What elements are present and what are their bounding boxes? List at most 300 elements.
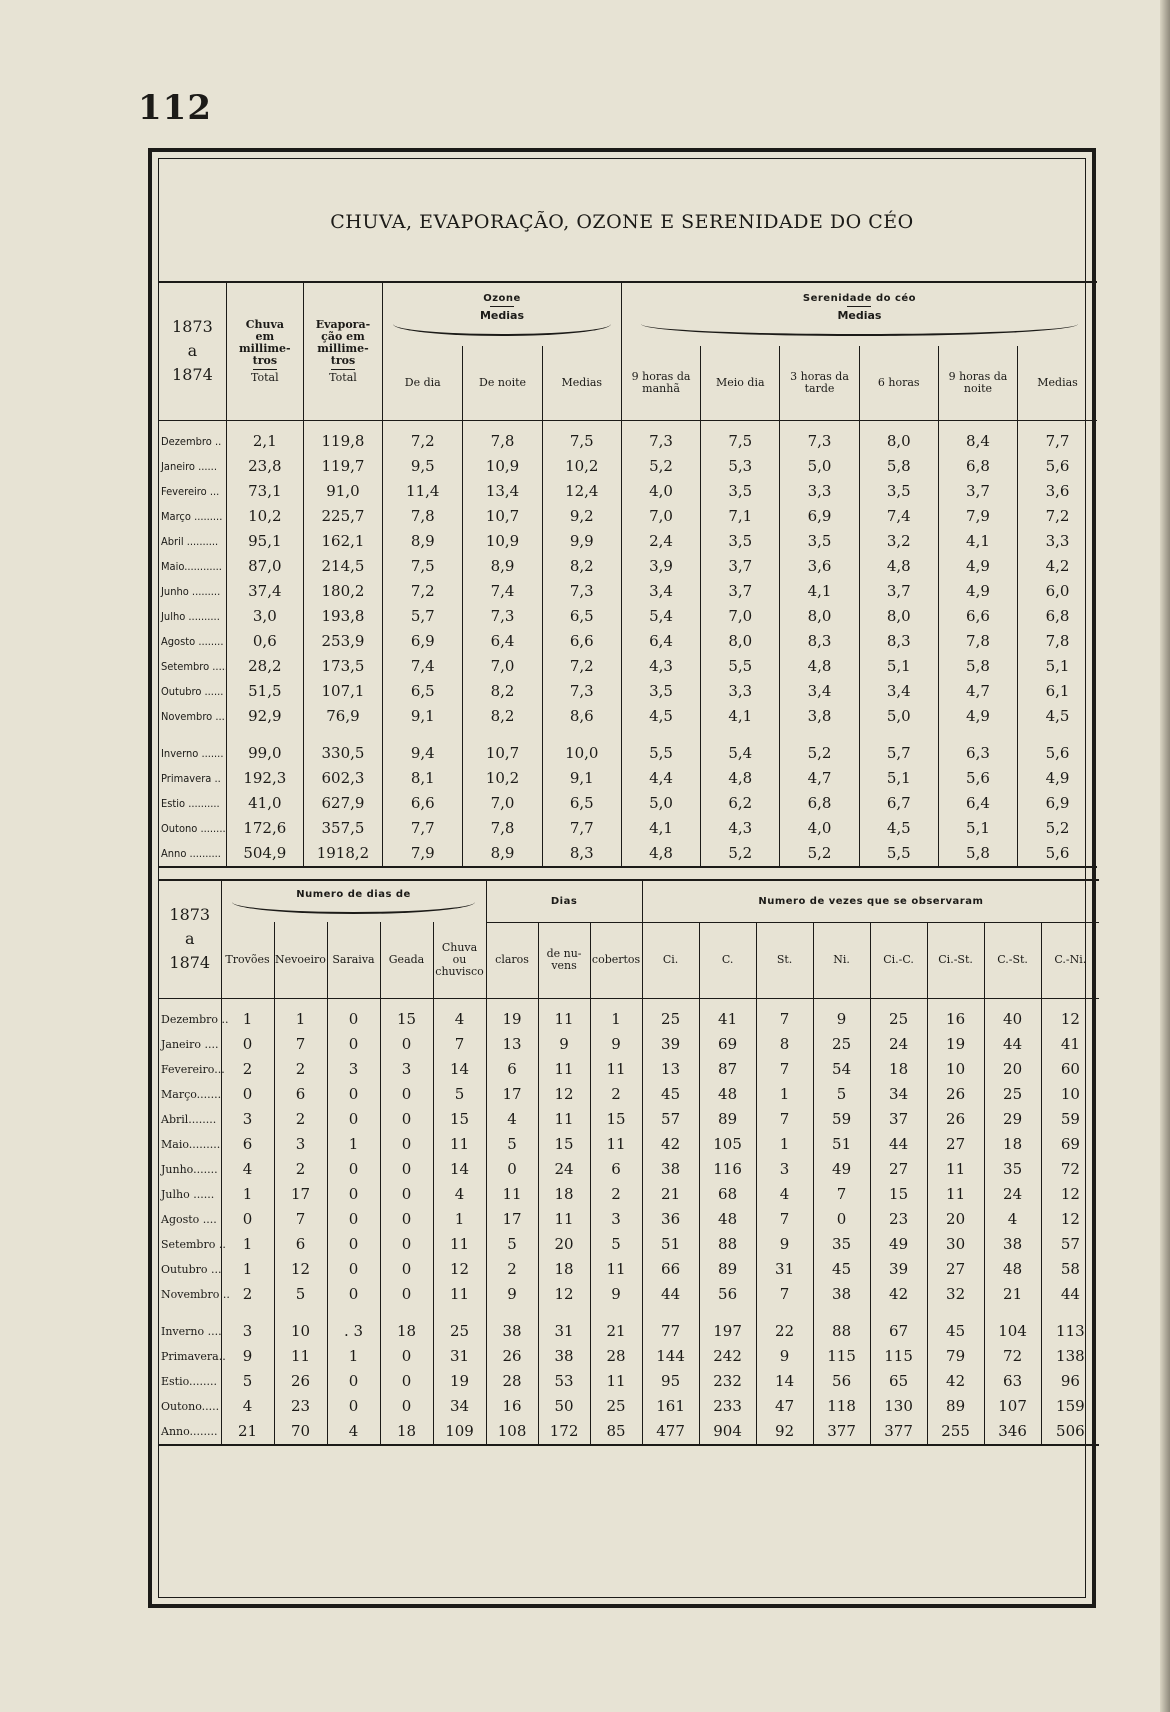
col-st: St. bbox=[756, 922, 813, 998]
table-cell: 4,5 bbox=[859, 816, 938, 841]
table-cell: 4 bbox=[221, 1157, 274, 1182]
table-row bbox=[159, 998, 1099, 1032]
table-cell: 18 bbox=[380, 1419, 433, 1445]
vezes-header: Numero de vezes que se observaram bbox=[642, 880, 1099, 922]
table-cell: 2 bbox=[486, 1257, 538, 1282]
table-cell: 27 bbox=[870, 1157, 927, 1182]
table-cell: 49 bbox=[870, 1232, 927, 1257]
table-cell: 9 bbox=[538, 1032, 590, 1057]
table-cell: 3,8 bbox=[780, 704, 859, 729]
table-cell: 88 bbox=[813, 1307, 870, 1344]
table-row bbox=[159, 1207, 1099, 1232]
table-cell: 25 bbox=[590, 1394, 642, 1419]
col-ni: Ni. bbox=[813, 922, 870, 998]
table-cell: 0 bbox=[380, 1257, 433, 1282]
row-label: Anno .......... bbox=[159, 841, 226, 867]
table-cell: 0 bbox=[327, 1369, 380, 1394]
table-cell: 377 bbox=[813, 1419, 870, 1445]
table-cell: 35 bbox=[984, 1157, 1041, 1182]
table-row bbox=[159, 420, 1097, 454]
page-title: CHUVA, EVAPORAÇÃO, OZONE E SERENIDADE DO CÉO bbox=[330, 211, 914, 233]
table-cell: 0 bbox=[327, 1394, 380, 1419]
table-cell: 25 bbox=[813, 1032, 870, 1057]
page-number: 112 bbox=[138, 88, 212, 128]
table-cell: 3 bbox=[756, 1157, 813, 1182]
table-cell: 17 bbox=[486, 1207, 538, 1232]
table-cell: 602,3 bbox=[303, 766, 382, 791]
table-cell: 6,6 bbox=[938, 604, 1017, 629]
table-cell: 118 bbox=[813, 1394, 870, 1419]
table-cell: 69 bbox=[699, 1032, 756, 1057]
chuva-header: Chuva em millime-tros Total bbox=[226, 282, 303, 420]
table-cell: 5,1 bbox=[938, 816, 1017, 841]
table-cell: 5,0 bbox=[780, 454, 859, 479]
table-cell: 23 bbox=[870, 1207, 927, 1232]
table-cell: 0 bbox=[380, 1232, 433, 1257]
table-cell: 3,5 bbox=[621, 679, 700, 704]
seren-col-9-noite: 9 horas da noite bbox=[938, 346, 1017, 420]
table-cell: 11 bbox=[486, 1182, 538, 1207]
table-cell: 36 bbox=[642, 1207, 699, 1232]
table-cell: 5,2 bbox=[1018, 816, 1097, 841]
numero-dias-header: Numero de dias de bbox=[221, 880, 486, 922]
table-cell: 8,2 bbox=[463, 679, 542, 704]
table-cell: 4,3 bbox=[701, 816, 780, 841]
table-cell: 4 bbox=[984, 1207, 1041, 1232]
table-cell: 5,1 bbox=[859, 654, 938, 679]
table-cell: 45 bbox=[813, 1257, 870, 1282]
table-row bbox=[159, 654, 1097, 679]
table-cell: 63 bbox=[984, 1369, 1041, 1394]
table-cell: 7,2 bbox=[383, 579, 463, 604]
days-clouds-table bbox=[159, 879, 1099, 1446]
table-cell: 0 bbox=[327, 1157, 380, 1182]
row-label: Outubro ...... bbox=[161, 684, 224, 698]
table-cell: 59 bbox=[1041, 1107, 1099, 1132]
table-cell: 19 bbox=[433, 1369, 486, 1394]
table-cell: 4,5 bbox=[1018, 704, 1097, 729]
table-cell: 0 bbox=[380, 1207, 433, 1232]
table-cell: 2 bbox=[590, 1082, 642, 1107]
table-cell: 1 bbox=[327, 1344, 380, 1369]
table-cell: 5,7 bbox=[859, 729, 938, 766]
table-cell: 24 bbox=[538, 1157, 590, 1182]
table-cell: 105 bbox=[699, 1132, 756, 1157]
table-cell: 89 bbox=[699, 1257, 756, 1282]
table-cell: 108 bbox=[486, 1419, 538, 1445]
table-cell: 7,5 bbox=[542, 420, 621, 454]
table-cell: 5 bbox=[813, 1082, 870, 1107]
table-cell: 25 bbox=[433, 1307, 486, 1344]
table-cell: 50 bbox=[538, 1394, 590, 1419]
table-cell: 0 bbox=[221, 1207, 274, 1232]
table-cell: 11,4 bbox=[383, 479, 463, 504]
table-row bbox=[159, 1394, 1099, 1419]
table-cell: 95 bbox=[642, 1369, 699, 1394]
table-cell: 3,3 bbox=[701, 679, 780, 704]
table-cell: 1 bbox=[221, 1232, 274, 1257]
table-cell: 57 bbox=[642, 1107, 699, 1132]
table-cell: 9 bbox=[590, 1282, 642, 1307]
col-trovoes: Trovões bbox=[221, 922, 274, 998]
table-cell: 7,5 bbox=[701, 420, 780, 454]
table-cell: 31 bbox=[538, 1307, 590, 1344]
table-cell: 17 bbox=[274, 1182, 327, 1207]
row-label: Fevereiro ... bbox=[161, 484, 220, 498]
table-cell: 27 bbox=[927, 1132, 984, 1157]
table-cell: 3,4 bbox=[859, 679, 938, 704]
table-cell: 56 bbox=[699, 1282, 756, 1307]
table-cell: 3,6 bbox=[1018, 479, 1097, 504]
table-cell: 5,6 bbox=[1018, 841, 1097, 867]
table-cell: 21 bbox=[984, 1282, 1041, 1307]
table-cell: 11 bbox=[433, 1282, 486, 1307]
table-cell: 4,9 bbox=[938, 704, 1017, 729]
page-edge bbox=[1160, 0, 1170, 1712]
table-cell: 9,2 bbox=[542, 504, 621, 529]
table-cell: 7,4 bbox=[463, 579, 542, 604]
table-cell: 5 bbox=[486, 1132, 538, 1157]
table-cell: 45 bbox=[927, 1307, 984, 1344]
table-cell: 41 bbox=[1041, 1032, 1099, 1057]
table-cell: 115 bbox=[813, 1344, 870, 1369]
table-cell: 253,9 bbox=[303, 629, 382, 654]
table-cell: 9 bbox=[756, 1344, 813, 1369]
table-cell: 255 bbox=[927, 1419, 984, 1445]
table-cell: 104 bbox=[984, 1307, 1041, 1344]
table-cell: 26 bbox=[486, 1344, 538, 1369]
year-header-2: 1873 a 1874 bbox=[159, 880, 221, 998]
row-label: Anno........ bbox=[159, 1419, 221, 1445]
table-cell: 11 bbox=[538, 998, 590, 1032]
table-cell: 3,5 bbox=[780, 529, 859, 554]
table-cell: 5,8 bbox=[859, 454, 938, 479]
table-cell: 5,8 bbox=[938, 654, 1017, 679]
table-cell: 7,1 bbox=[701, 504, 780, 529]
table-cell: 5 bbox=[433, 1082, 486, 1107]
table-cell: 99,0 bbox=[226, 729, 303, 766]
table-cell: 3 bbox=[221, 1307, 274, 1344]
col-chuva-chuvisco: Chuva ou chuvisco bbox=[433, 922, 486, 998]
table-cell: 4,0 bbox=[621, 479, 700, 504]
table-cell: 26 bbox=[927, 1082, 984, 1107]
table-cell: 7,8 bbox=[463, 816, 542, 841]
table-cell: 23,8 bbox=[226, 454, 303, 479]
table-cell: 35 bbox=[813, 1232, 870, 1257]
table-cell: 38 bbox=[642, 1157, 699, 1182]
table-cell: 242 bbox=[699, 1344, 756, 1369]
table-cell: 0 bbox=[380, 1394, 433, 1419]
table-cell: 29 bbox=[984, 1107, 1041, 1132]
table-cell: 6 bbox=[221, 1132, 274, 1157]
table-cell: 28 bbox=[486, 1369, 538, 1394]
seren-col-medias: Medias bbox=[1018, 346, 1097, 420]
table-cell: 1918,2 bbox=[303, 841, 382, 867]
table-cell: 7,2 bbox=[542, 654, 621, 679]
table-cell: 11 bbox=[538, 1057, 590, 1082]
table-cell: 44 bbox=[642, 1282, 699, 1307]
row-label: Dezembro .. bbox=[161, 434, 222, 448]
table-cell: 346 bbox=[984, 1419, 1041, 1445]
table-cell: 7 bbox=[433, 1032, 486, 1057]
col-cobertos: cobertos bbox=[590, 922, 642, 998]
table-cell: 5 bbox=[274, 1282, 327, 1307]
table-cell: 4 bbox=[486, 1107, 538, 1132]
table-cell: 45 bbox=[642, 1082, 699, 1107]
table-cell: 7,9 bbox=[938, 504, 1017, 529]
table-cell: 53 bbox=[538, 1369, 590, 1394]
table-cell: 3 bbox=[274, 1132, 327, 1157]
table-cell: 13 bbox=[642, 1057, 699, 1082]
table-cell: 56 bbox=[813, 1369, 870, 1394]
table-cell: 8,4 bbox=[938, 420, 1017, 454]
table-cell: 72 bbox=[1041, 1157, 1099, 1182]
table-cell: 38 bbox=[538, 1344, 590, 1369]
table-cell: 18 bbox=[538, 1257, 590, 1282]
table-cell: 116 bbox=[699, 1157, 756, 1182]
table-cell: 4,3 bbox=[621, 654, 700, 679]
row-label: Setembro .. bbox=[161, 1237, 226, 1251]
table-cell: 12 bbox=[538, 1282, 590, 1307]
table-cell: 506 bbox=[1041, 1419, 1099, 1445]
table-cell: 10 bbox=[1041, 1082, 1099, 1107]
table-cell: 4 bbox=[756, 1182, 813, 1207]
ozone-col-dia: De dia bbox=[383, 346, 463, 420]
row-label: Setembro ..... bbox=[161, 659, 228, 673]
table-row bbox=[159, 529, 1097, 554]
table-cell: 9 bbox=[221, 1344, 274, 1369]
table-cell: 0 bbox=[327, 1282, 380, 1307]
table-cell: 91,0 bbox=[303, 479, 382, 504]
row-label: Julho .......... bbox=[161, 609, 220, 623]
table-row bbox=[159, 1057, 1099, 1082]
table-cell: 24 bbox=[870, 1032, 927, 1057]
table-cell: 11 bbox=[274, 1344, 327, 1369]
table-cell: 7 bbox=[813, 1182, 870, 1207]
table-cell: 6,5 bbox=[542, 604, 621, 629]
table-cell: 330,5 bbox=[303, 729, 382, 766]
row-label: Junho....... bbox=[161, 1162, 218, 1176]
row-label: Junho ......... bbox=[161, 584, 221, 598]
table-cell: 10,9 bbox=[463, 529, 542, 554]
row-label: Outubro ... bbox=[161, 1262, 222, 1276]
table-cell: 2 bbox=[590, 1182, 642, 1207]
table-cell: 0 bbox=[380, 1157, 433, 1182]
table-cell: 76,9 bbox=[303, 704, 382, 729]
row-label: Agosto .... bbox=[161, 1212, 217, 1226]
table-cell: 19 bbox=[927, 1032, 984, 1057]
table-cell: 38 bbox=[813, 1282, 870, 1307]
table-cell: 70 bbox=[274, 1419, 327, 1445]
table-cell: 7 bbox=[756, 1107, 813, 1132]
table-cell: 7,3 bbox=[780, 420, 859, 454]
table-cell: 0 bbox=[221, 1032, 274, 1057]
table-cell: 5,0 bbox=[859, 704, 938, 729]
table-cell: 9 bbox=[756, 1232, 813, 1257]
table-cell: 12 bbox=[1041, 1207, 1099, 1232]
table-cell: 1 bbox=[274, 998, 327, 1032]
table-cell: 4,7 bbox=[938, 679, 1017, 704]
table-cell: 7,0 bbox=[463, 654, 542, 679]
table-cell: 11 bbox=[590, 1257, 642, 1282]
table-row bbox=[159, 1132, 1099, 1157]
table-cell: 6,6 bbox=[383, 791, 463, 816]
table-cell: 4,8 bbox=[780, 654, 859, 679]
table-cell: 96 bbox=[1041, 1369, 1099, 1394]
table-cell: 357,5 bbox=[303, 816, 382, 841]
table-cell: 5,7 bbox=[383, 604, 463, 629]
table-cell: 77 bbox=[642, 1307, 699, 1344]
table-cell: 34 bbox=[433, 1394, 486, 1419]
table-cell: 0 bbox=[327, 1257, 380, 1282]
table-row bbox=[159, 579, 1097, 604]
row-label: Março....... bbox=[161, 1087, 222, 1101]
table-cell: 4,1 bbox=[938, 529, 1017, 554]
table-cell: 14 bbox=[756, 1369, 813, 1394]
table-cell: 6,5 bbox=[542, 791, 621, 816]
table-cell: 6,9 bbox=[1018, 791, 1097, 816]
table-cell: 3,5 bbox=[701, 529, 780, 554]
table-cell: 26 bbox=[927, 1107, 984, 1132]
table-cell: 7,8 bbox=[938, 629, 1017, 654]
table-cell: 7 bbox=[274, 1032, 327, 1057]
table-cell: 2 bbox=[274, 1057, 327, 1082]
table-cell: 58 bbox=[1041, 1257, 1099, 1282]
seren-col-9-manha: 9 horas da manhã bbox=[621, 346, 700, 420]
col-nevoeiro: Nevoeiro bbox=[274, 922, 327, 998]
table-cell: 377 bbox=[870, 1419, 927, 1445]
table-cell: 9,1 bbox=[383, 704, 463, 729]
table-cell: 15 bbox=[590, 1107, 642, 1132]
dias-header: Dias bbox=[486, 880, 642, 922]
table-cell: 0 bbox=[813, 1207, 870, 1232]
table-cell: 119,7 bbox=[303, 454, 382, 479]
table-cell: 18 bbox=[380, 1307, 433, 1344]
table-cell: 12 bbox=[1041, 1182, 1099, 1207]
table-row bbox=[159, 1032, 1099, 1057]
table-cell: 47 bbox=[756, 1394, 813, 1419]
table-row bbox=[159, 1307, 1099, 1344]
table-cell: 7,8 bbox=[463, 420, 542, 454]
col-nuvens: de nu-vens bbox=[538, 922, 590, 998]
days-clouds-table-body bbox=[159, 998, 1099, 1445]
row-label: Outono ........ bbox=[161, 821, 226, 835]
table-cell: 25 bbox=[642, 998, 699, 1032]
table-cell: 10,2 bbox=[542, 454, 621, 479]
table-cell: 42 bbox=[870, 1282, 927, 1307]
table-cell: 7,0 bbox=[701, 604, 780, 629]
row-label: Março ......... bbox=[161, 509, 223, 523]
table-cell: 66 bbox=[642, 1257, 699, 1282]
row-label: Inverno .... bbox=[161, 1324, 222, 1338]
table-cell: 0 bbox=[327, 1207, 380, 1232]
table-cell: 627,9 bbox=[303, 791, 382, 816]
table-cell: 1 bbox=[221, 1257, 274, 1282]
table-cell: 5,1 bbox=[859, 766, 938, 791]
table-cell: 0 bbox=[327, 998, 380, 1032]
table-cell: 12,4 bbox=[542, 479, 621, 504]
table-cell: 65 bbox=[870, 1369, 927, 1394]
ozone-header: Ozone Medias bbox=[383, 282, 622, 346]
table-cell: 20 bbox=[538, 1232, 590, 1257]
table-cell: 60 bbox=[1041, 1057, 1099, 1082]
table-row bbox=[159, 841, 1097, 867]
table-cell: 4,8 bbox=[859, 554, 938, 579]
table-cell: 10,0 bbox=[542, 729, 621, 766]
table-cell: 3 bbox=[221, 1107, 274, 1132]
table-cell: 4,5 bbox=[621, 704, 700, 729]
table-cell: 3,2 bbox=[859, 529, 938, 554]
table-cell: 4,9 bbox=[938, 579, 1017, 604]
table-cell: 48 bbox=[699, 1082, 756, 1107]
table-cell: 3,7 bbox=[701, 554, 780, 579]
table-cell: 7 bbox=[274, 1207, 327, 1232]
table-cell: 11 bbox=[538, 1207, 590, 1232]
table-cell: 37,4 bbox=[226, 579, 303, 604]
table-cell: 51 bbox=[813, 1132, 870, 1157]
table-cell: 48 bbox=[699, 1207, 756, 1232]
table-row bbox=[159, 1344, 1099, 1369]
table-cell: 7,3 bbox=[542, 579, 621, 604]
table-cell: 89 bbox=[927, 1394, 984, 1419]
table-cell: 5,6 bbox=[938, 766, 1017, 791]
table-cell: 3,4 bbox=[621, 579, 700, 604]
table-cell: 159 bbox=[1041, 1394, 1099, 1419]
table-row bbox=[159, 704, 1097, 729]
table-cell: 49 bbox=[813, 1157, 870, 1182]
table-cell: 4,0 bbox=[780, 816, 859, 841]
table-cell: 87,0 bbox=[226, 554, 303, 579]
table-cell: 11 bbox=[590, 1132, 642, 1157]
table-cell: 31 bbox=[433, 1344, 486, 1369]
row-label: Inverno ....... bbox=[161, 746, 224, 760]
table-cell: 5,3 bbox=[701, 454, 780, 479]
table-cell: 68 bbox=[699, 1182, 756, 1207]
table-cell: 5,2 bbox=[780, 841, 859, 867]
table-cell: 1 bbox=[221, 1182, 274, 1207]
table-cell: 11 bbox=[538, 1107, 590, 1132]
table-row bbox=[159, 679, 1097, 704]
table-cell: 2 bbox=[221, 1282, 274, 1307]
table-cell: 10,2 bbox=[463, 766, 542, 791]
table-cell: 20 bbox=[927, 1207, 984, 1232]
table-cell: 3,3 bbox=[780, 479, 859, 504]
table-cell: 9,1 bbox=[542, 766, 621, 791]
table-cell: 8 bbox=[756, 1032, 813, 1057]
table-cell: 180,2 bbox=[303, 579, 382, 604]
table-cell: 18 bbox=[538, 1182, 590, 1207]
table-cell: 8,3 bbox=[859, 629, 938, 654]
table-cell: 214,5 bbox=[303, 554, 382, 579]
table-cell: 11 bbox=[927, 1157, 984, 1182]
table-cell: 57 bbox=[1041, 1232, 1099, 1257]
table-cell: 2 bbox=[221, 1057, 274, 1082]
col-ci: Ci. bbox=[642, 922, 699, 998]
row-label: Abril .......... bbox=[161, 534, 219, 548]
table-cell: 1 bbox=[756, 1082, 813, 1107]
table-cell: 8,0 bbox=[859, 420, 938, 454]
table-cell: 5,5 bbox=[859, 841, 938, 867]
table-cell: 7,4 bbox=[859, 504, 938, 529]
table-row bbox=[159, 729, 1097, 766]
table-cell: 5,5 bbox=[621, 729, 700, 766]
table-cell: 7,2 bbox=[383, 420, 463, 454]
table-cell: 0 bbox=[380, 1107, 433, 1132]
table-cell: 8,0 bbox=[859, 604, 938, 629]
table-cell: 0 bbox=[380, 1132, 433, 1157]
table-cell: 72 bbox=[984, 1344, 1041, 1369]
table-cell: 13,4 bbox=[463, 479, 542, 504]
